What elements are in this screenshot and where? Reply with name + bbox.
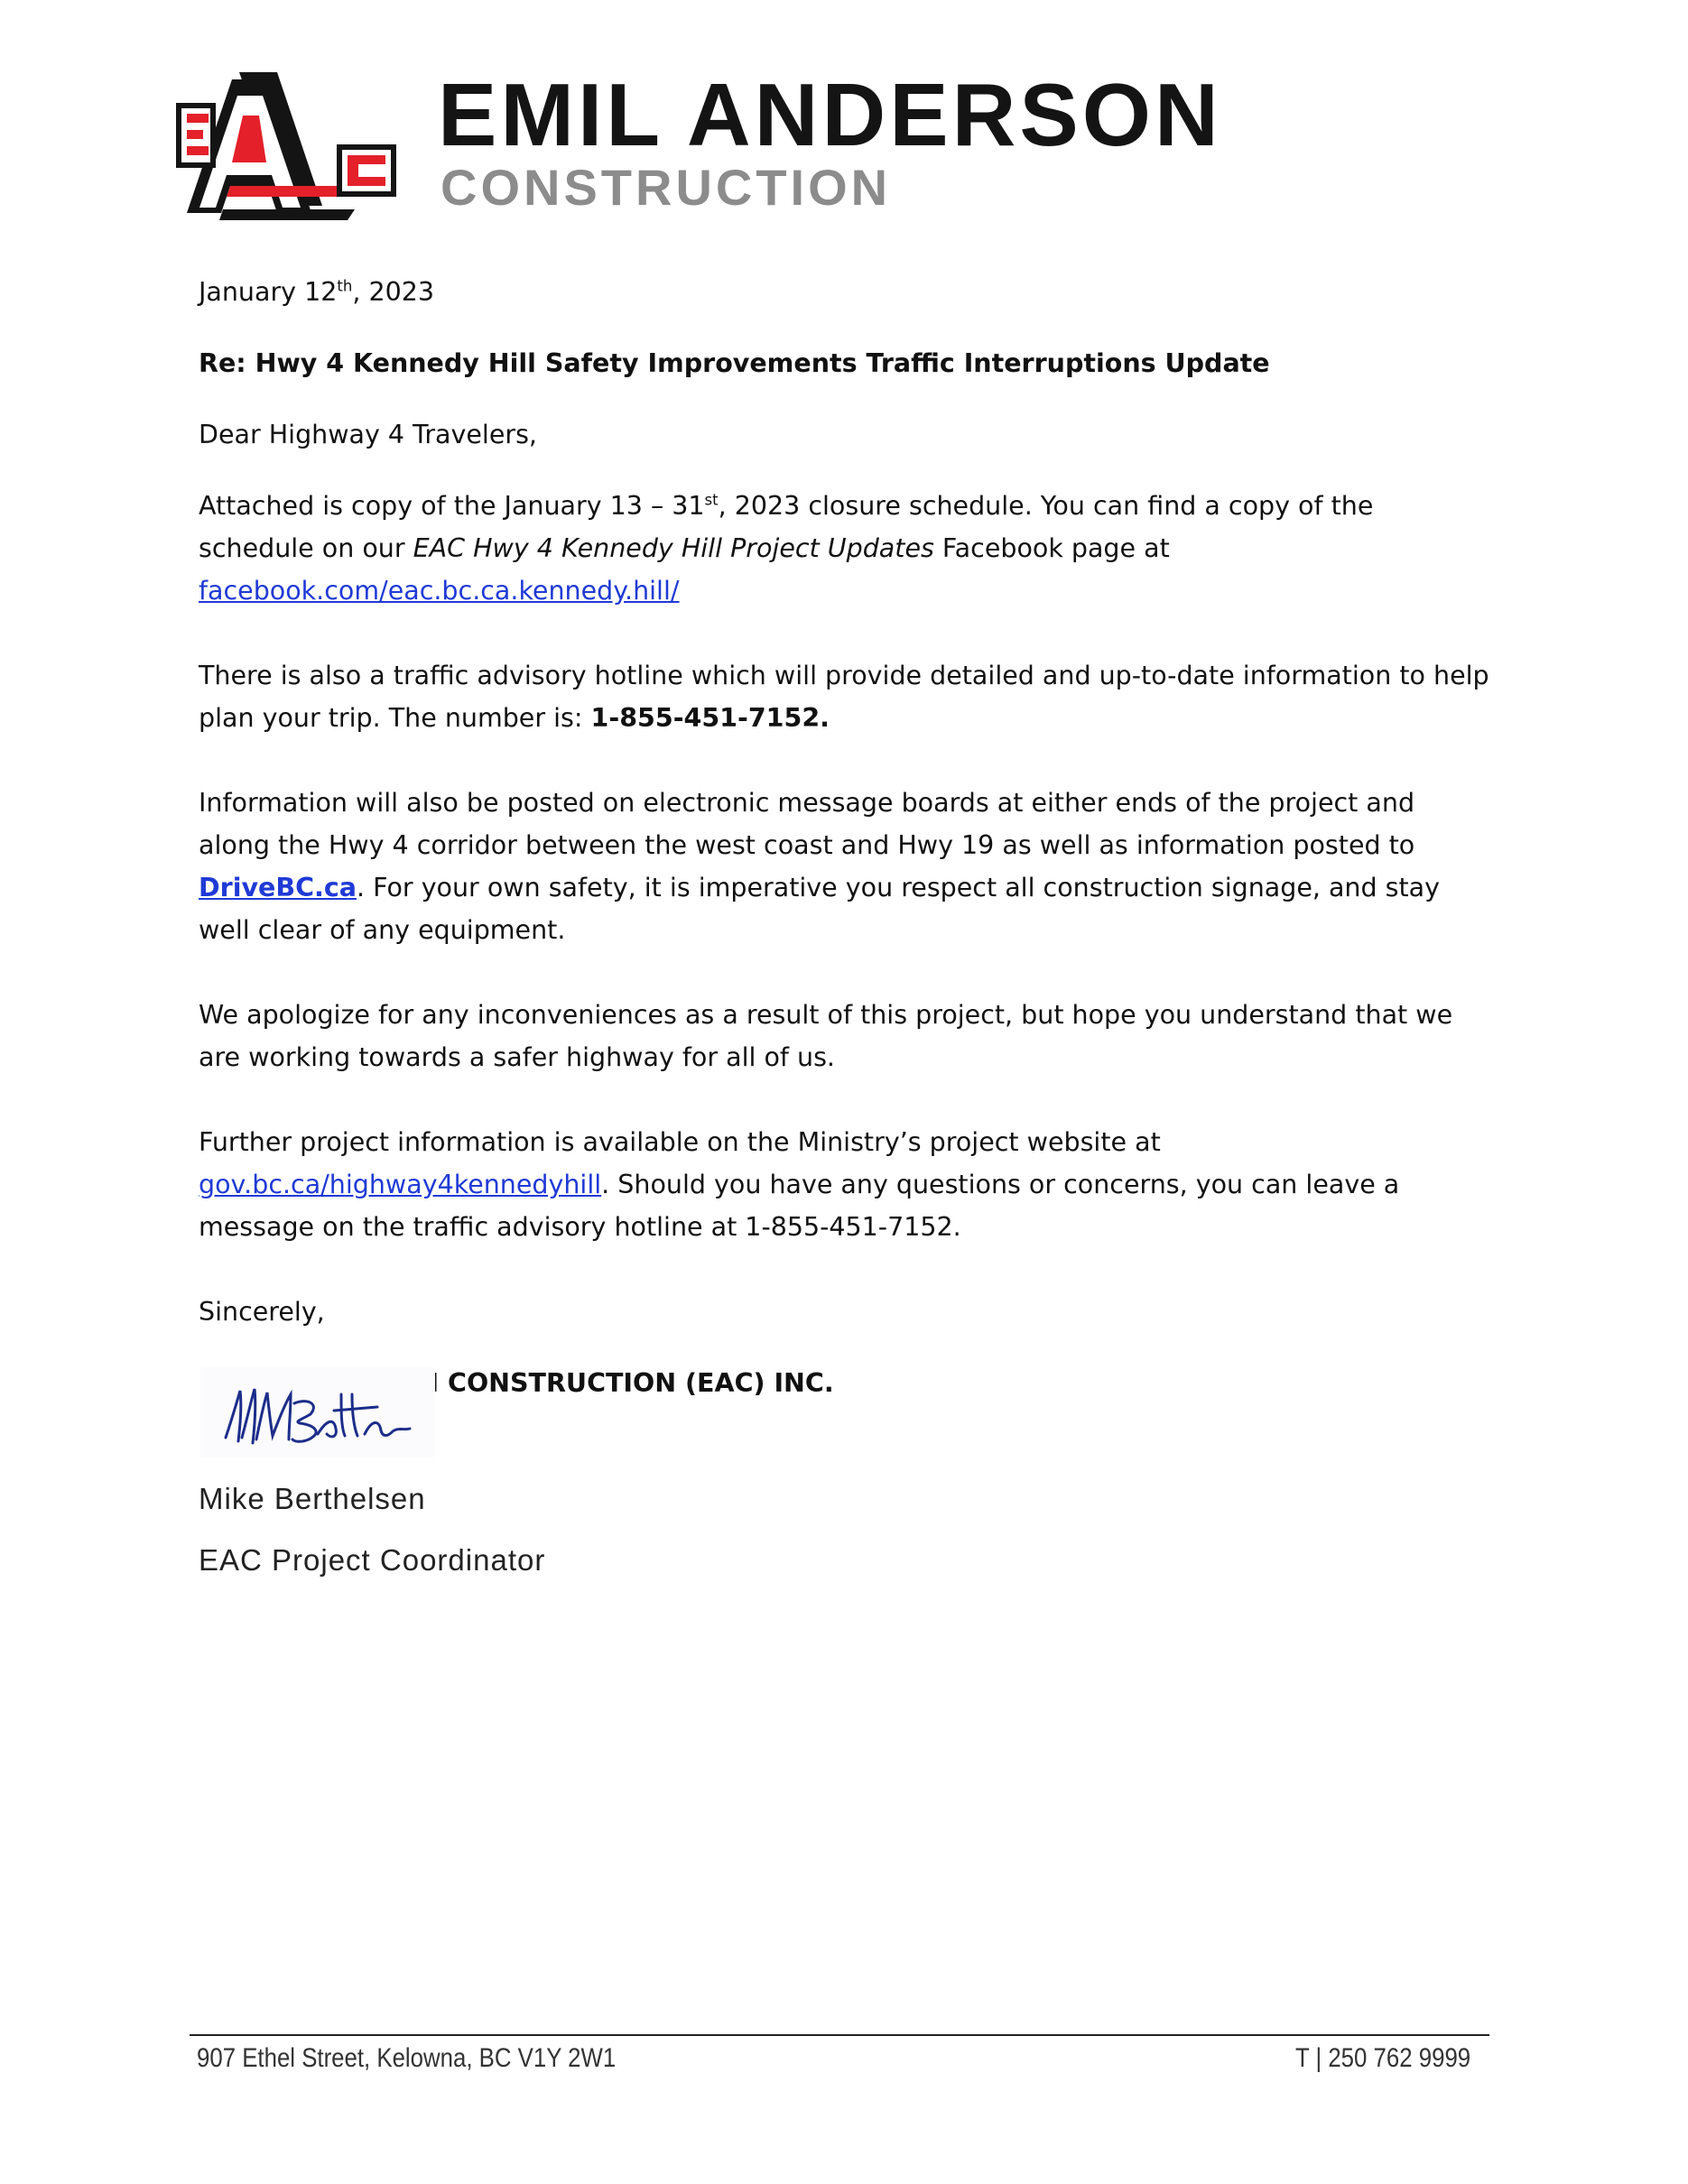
letter-date: January 12th, 2023 [199,277,434,307]
paragraph-further-info: Further project information is available on the Ministry’s project website at gov.bc.ca/highway4kennedyhill. Should you have any questions or concerns, you can leave a message on the traffic advisory hotline at 1-855-451-7152. [199,1127,1400,1242]
footer-divider [190,2034,1489,2036]
drivebc-link[interactable]: DriveBC.ca [199,873,357,902]
company-signoff: EMIL ANDERSON CONSTRUCTION (EAC) INC. [199,1368,834,1398]
footer-phone: T | 250 762 9999 [1295,2043,1471,2073]
ministry-website-link[interactable]: gov.bc.ca/highway4kennedyhill [199,1170,602,1199]
salutation: Dear Highway 4 Travelers, [199,420,537,449]
company-name: EMIL ANDERSON [438,65,1222,164]
eac-logo [176,61,411,224]
paragraph-schedule: Attached is copy of the January 13 – 31st, 2023 closure schedule. You can find a copy of the schedule on our EAC Hwy 4 Kennedy Hill Project Updates Facebook page at facebook.com/eac.bc.ca.kennedy.hill/ [199,491,1374,606]
footer-address: 907 Ethel Street, Kelowna, BC V1Y 2W1 [197,2043,617,2073]
letter-body [199,271,1489,1413]
paragraph-hotline: There is also a traffic advisory hotline which will provide detailed and up-to-date information to help plan your trip. The number is: 1-855-451-7152. [199,661,1489,733]
closing: Sincerely, [199,1297,325,1327]
letter-subject: Re: Hwy 4 Kennedy Hill Safety Improvements Traffic Interruptions Update [199,348,1270,378]
signer-name: Mike Berthelsen [199,1482,426,1515]
facebook-page-name: EAC Hwy 4 Kennedy Hill Project Updates [413,533,934,563]
paragraph-message-boards: Information will also be posted on electronic message boards at either ends of the project and along the Hwy 4 corridor between the west coast and Hwy 19 as well as information posted to DriveBC.ca. For your own safety, it is imperative you respect all construction signage, and stay well clear of any equipment. [199,788,1441,945]
letterhead [176,61,1313,224]
signer-title: EAC Project Coordinator [199,1543,546,1577]
facebook-link[interactable]: facebook.com/eac.bc.ca.kennedy.hill/ [199,576,680,606]
company-subtitle: CONSTRUCTION [441,159,892,216]
paragraph-apology: We apologize for any inconveniences as a result of this project, but hope you understand that we are working towards a safer highway for all of us. [199,1000,1453,1072]
signature-image [200,1367,435,1458]
hotline-number: 1-855-451-7152. [590,703,830,733]
